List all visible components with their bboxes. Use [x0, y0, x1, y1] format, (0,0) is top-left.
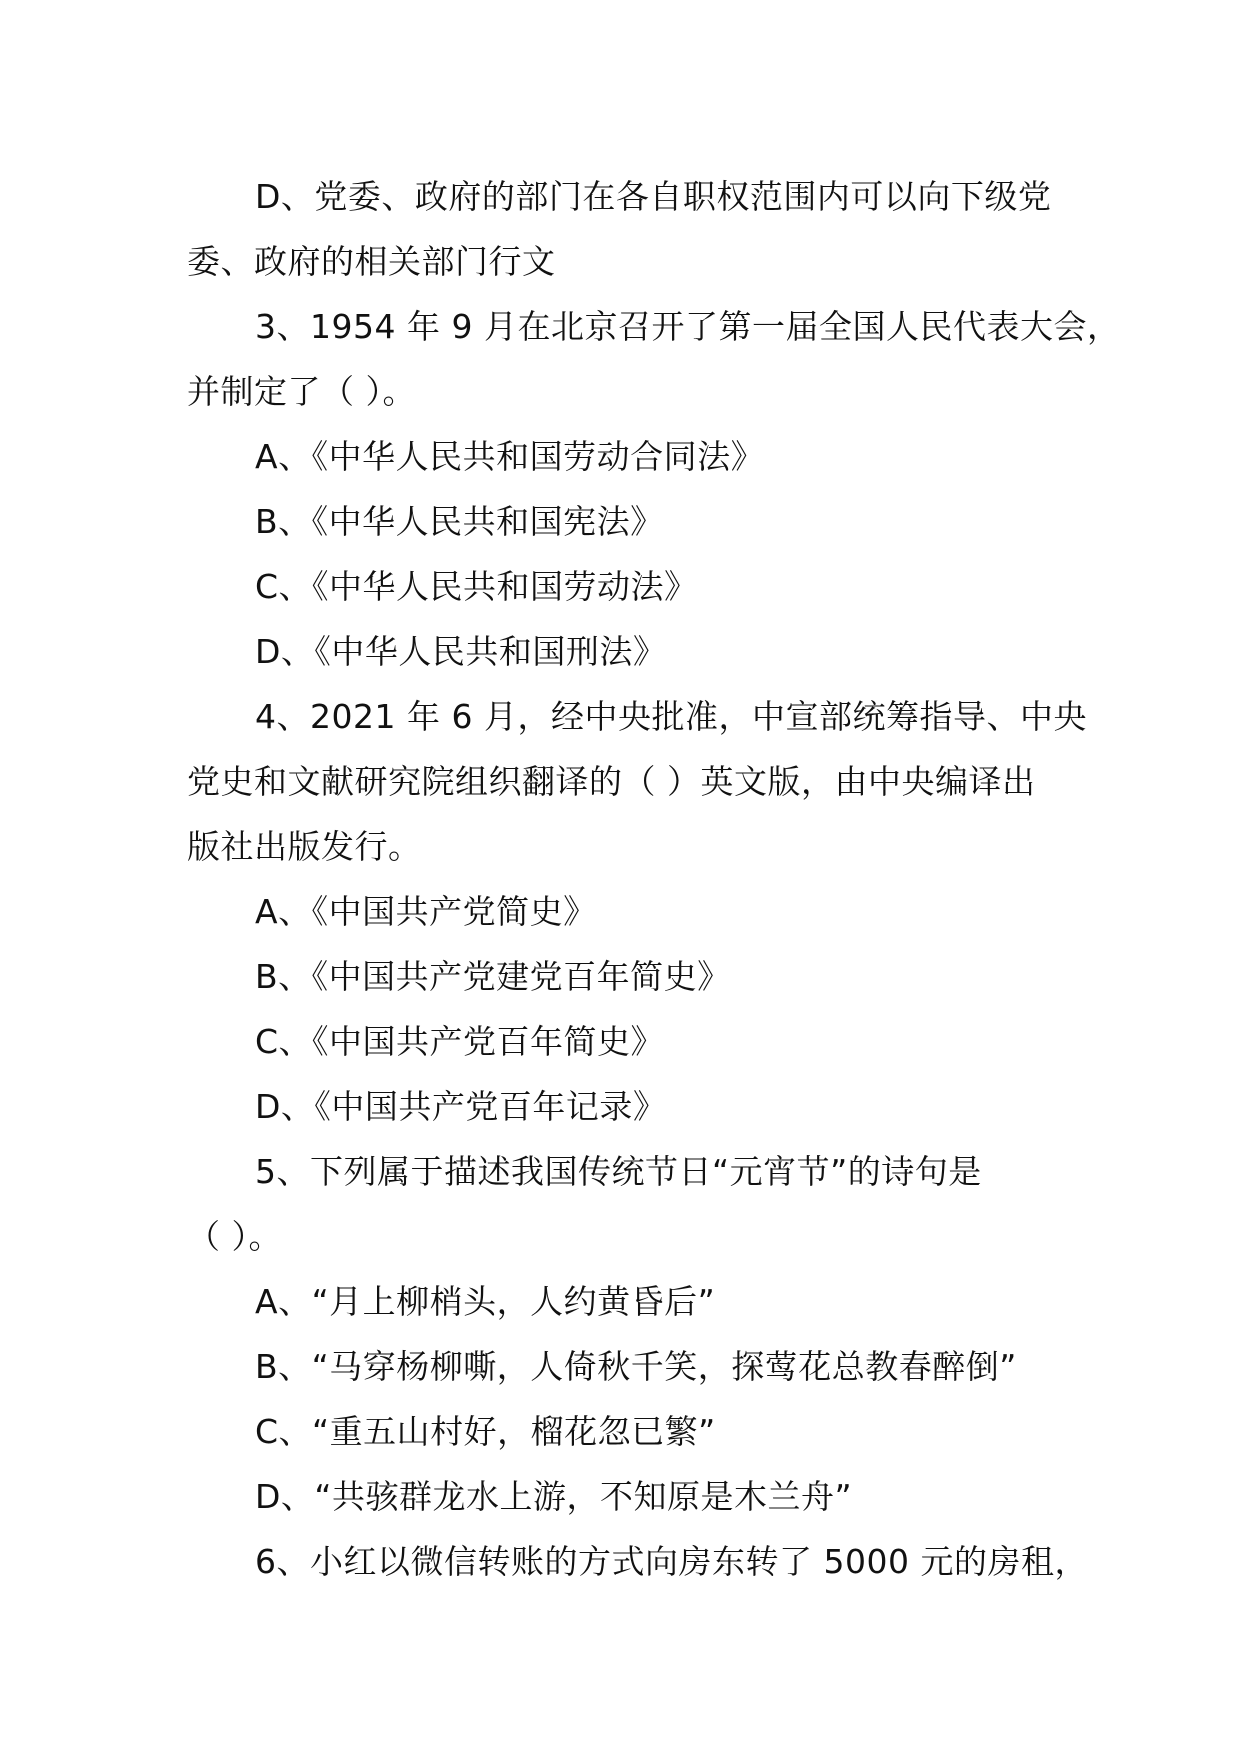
question-5-continued: （ ）。 — [187, 1217, 282, 1256]
question-4-option-a: A、《中国共产党简史》 — [255, 892, 597, 931]
question-3: 3、1954 年 9 月在北京召开了第一届全国人民代表大会， — [255, 307, 1121, 346]
question-6: 6、小红以微信转账的方式向房东转了 5000 元的房租， — [255, 1542, 1088, 1581]
question-5: 5、下列属于描述我国传统节日“元宵节”的诗句是 — [255, 1152, 982, 1191]
question-4-continued: 版社出版发行。 — [187, 827, 422, 866]
document-body — [187, 164, 1121, 1594]
option-line-continued: 委、政府的相关部门行文 — [187, 242, 556, 281]
question-5-option-d: D、“共骇群龙水上游，不知原是木兰舟” — [255, 1477, 853, 1516]
question-3-continued: 并制定了（ ）。 — [187, 372, 416, 411]
question-5-option-c: C、“重五山村好，榴花忽已繁” — [255, 1412, 716, 1451]
question-3-option-d: D、《中华人民共和国刑法》 — [255, 632, 667, 671]
question-5-option-a: A、“月上柳梢头，人约黄昏后” — [255, 1282, 716, 1321]
question-3-option-c: C、《中华人民共和国劳动法》 — [255, 567, 698, 606]
question-4-option-b: B、《中国共产党建党百年简史》 — [255, 957, 731, 996]
question-4: 4、2021 年 6 月，经中央批准，中宣部统筹指导、中央 — [255, 697, 1087, 736]
option-line: D、党委、政府的部门在各自职权范围内可以向下级党 — [255, 177, 1052, 216]
question-3-option-b: B、《中华人民共和国宪法》 — [255, 502, 664, 541]
question-3-option-a: A、《中华人民共和国劳动合同法》 — [255, 437, 765, 476]
question-4-option-d: D、《中国共产党百年记录》 — [255, 1087, 667, 1126]
question-4-continued: 党史和文献研究院组织翻译的（ ）英文版，由中央编译出 — [187, 762, 1036, 801]
question-5-option-b: B、“马穿杨柳嘶，人倚秋千笑，探莺花总教春醉倒” — [255, 1347, 1017, 1386]
question-4-option-c: C、《中国共产党百年简史》 — [255, 1022, 665, 1061]
